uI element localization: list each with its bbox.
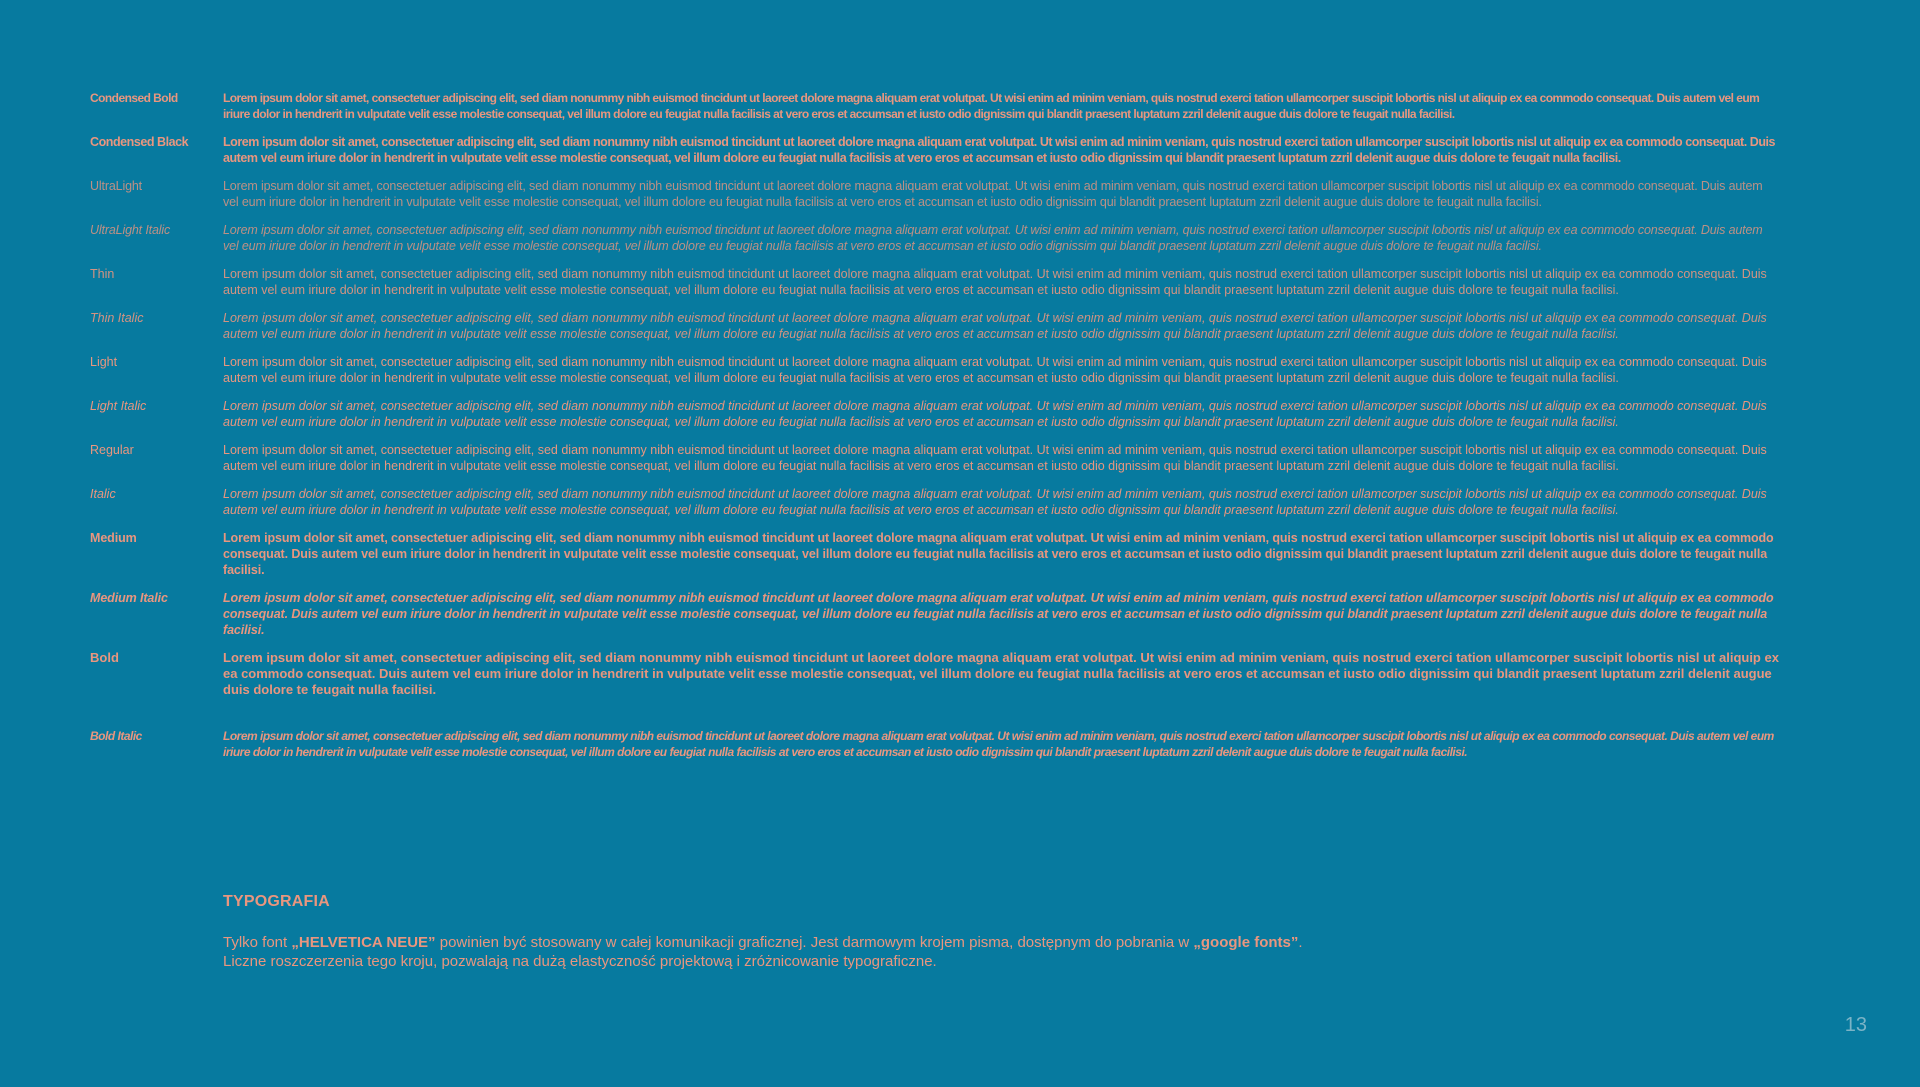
weight-row-condensed-bold — [90, 90, 1780, 122]
sample-text: Lorem ipsum dolor sit amet, consectetuer adipiscing elit, sed diam nonummy nibh euismod tincidunt ut laoreet dolore magna aliquam erat volutpat. Ut wisi enim ad minim veniam, quis nostrud exerci tation ullamcorper suscipit lobortis nisl ut aliquip ex ea commodo consequat. Duis autem vel eum iriure dolor in hendrerit in vulputate velit esse molestie consequat, vel illum dolore eu feugiat nulla facilisis at vero eros et accumsan et iusto odio dignissim qui blandit praesent luptatum zzril delenit augue duis dolore te feugait nulla facilisi. — [223, 355, 1767, 385]
description-line-2: Liczne roszczerzenia tego kroju, pozwalają na dużą elastyczność projektową i zróżnicowanie typograficzne. — [223, 953, 937, 970]
sample-text: Lorem ipsum dolor sit amet, consectetuer adipiscing elit, sed diam nonummy nibh euismod tincidunt ut laoreet dolore magna aliquam erat volutpat. Ut wisi enim ad minim veniam, quis nostrud exerci tation ullamcorper suscipit lobortis nisl ut aliquip ex ea commodo consequat. Duis autem vel eum iriure dolor in hendrerit in vulputate velit esse molestie consequat, vel illum dolore eu feugiat nulla facilisis at vero eros et accumsan et iusto odio dignissim qui blandit praesent luptatum zzril delenit augue duis dolore te feugait nulla facilisi. — [223, 179, 1763, 209]
section-heading: TYPOGRAFIA — [223, 893, 330, 910]
weight-label: Condensed Bold — [90, 91, 178, 105]
weight-row-light — [90, 354, 1780, 386]
weight-row-italic — [90, 486, 1780, 518]
weight-row-condensed-black — [90, 134, 1780, 166]
weight-label: Condensed Black — [90, 135, 189, 149]
font-name: „HELVETICA NEUE” — [291, 934, 436, 951]
sample-text: Lorem ipsum dolor sit amet, consectetuer adipiscing elit, sed diam nonummy nibh euismod tincidunt ut laoreet dolore magna aliquam erat volutpat. Ut wisi enim ad minim veniam, quis nostrud exerci tation ullamcorper suscipit lobortis nisl ut aliquip ex ea commodo consequat. Duis autem vel eum iriure dolor in hendrerit in vulputate velit esse molestie consequat, vel illum dolore eu feugiat nulla facilisis at vero eros et accumsan et iusto odio dignissim qui blandit praesent luptatum zzril delenit augue duis dolore te feugait nulla facilisi. — [223, 443, 1767, 473]
sample-text: Lorem ipsum dolor sit amet, consectetuer adipiscing elit, sed diam nonummy nibh euismod tincidunt ut laoreet dolore magna aliquam erat volutpat. Ut wisi enim ad minim veniam, quis nostrud exerci tation ullamcorper suscipit lobortis nisl ut aliquip ex ea commodo consequat. Duis autem vel eum iriure dolor in hendrerit in vulputate velit esse molestie consequat, vel illum dolore eu feugiat nulla facilisis at vero eros et accumsan et iusto odio dignissim qui blandit praesent luptatum zzril delenit augue duis dolore te feugait nulla facilisi. — [223, 223, 1763, 253]
sample-text: Lorem ipsum dolor sit amet, consectetuer adipiscing elit, sed diam nonummy nibh euismod tincidunt ut laoreet dolore magna aliquam erat volutpat. Ut wisi enim ad minim veniam, quis nostrud exerci tation ullamcorper suscipit lobortis nisl ut aliquip ex ea commodo consequat. Duis autem vel eum iriure dolor in hendrerit in vulputate velit esse molestie consequat, vel illum dolore eu feugiat nulla facilisis at vero eros et accumsan et iusto odio dignissim qui blandit praesent luptatum zzril delenit augue duis dolore te feugait nulla facilisi. — [223, 531, 1774, 577]
sample-text: Lorem ipsum dolor sit amet, consectetuer adipiscing elit, sed diam nonummy nibh euismod tincidunt ut laoreet dolore magna aliquam erat volutpat. Ut wisi enim ad minim veniam, quis nostrud exerci tation ullamcorper suscipit lobortis nisl ut aliquip ex ea commodo consequat. Duis autem vel eum iriure dolor in hendrerit in vulputate velit esse molestie consequat, vel illum dolore eu feugiat nulla facilisis at vero eros et accumsan et iusto odio dignissim qui blandit praesent luptatum zzril delenit augue duis dolore te feugait nulla facilisi. — [223, 591, 1774, 637]
weight-row-thin — [90, 266, 1780, 298]
weight-label: Thin — [90, 267, 115, 281]
description-prefix: Tylko font — [223, 934, 292, 951]
weight-row-ultralight-italic — [90, 222, 1780, 254]
description-middle: powinien być stosowany w całej komunikacji graficznej. Jest darmowym krojem pisma, dostępnym do pobrania w — [435, 934, 1194, 951]
weight-row-medium-italic — [90, 590, 1780, 638]
weight-label: Light — [90, 355, 118, 369]
weight-label: Medium Italic — [90, 591, 168, 605]
weight-row-regular — [90, 442, 1780, 474]
weight-label: UltraLight — [90, 179, 142, 193]
weight-row-bold — [90, 650, 1780, 698]
weight-label: Medium — [90, 531, 137, 545]
sample-text: Lorem ipsum dolor sit amet, consectetuer adipiscing elit, sed diam nonummy nibh euismod tincidunt ut laoreet dolore magna aliquam erat volutpat. Ut wisi enim ad minim veniam, quis nostrud exerci tation ullamcorper suscipit lobortis nisl ut aliquip ex ea commodo consequat. Duis autem vel eum iriure dolor in hendrerit in vulputate velit esse molestie consequat, vel illum dolore eu feugiat nulla facilisis at vero eros et accumsan et iusto odio dignissim qui blandit praesent luptatum zzril delenit augue duis dolore te feugait nulla facilisi. — [223, 135, 1776, 165]
weight-row-light-italic — [90, 398, 1780, 430]
font-source-name: „google fonts” — [1193, 934, 1299, 951]
weight-label: Italic — [90, 487, 116, 501]
typography-description — [223, 933, 1723, 971]
font-weight-specimen — [90, 90, 1780, 772]
weight-row-ultralight — [90, 178, 1780, 210]
weight-label: Bold Italic — [90, 729, 142, 743]
weight-label: Regular — [90, 443, 134, 457]
weight-label: UltraLight Italic — [90, 223, 171, 237]
weight-row-medium — [90, 530, 1780, 578]
description-suffix: . — [1298, 934, 1303, 951]
weight-row-bold-italic — [90, 728, 1780, 760]
sample-text: Lorem ipsum dolor sit amet, consectetuer adipiscing elit, sed diam nonummy nibh euismod tincidunt ut laoreet dolore magna aliquam erat volutpat. Ut wisi enim ad minim veniam, quis nostrud exerci tation ullamcorper suscipit lobortis nisl ut aliquip ex ea commodo consequat. Duis autem vel eum iriure dolor in hendrerit in vulputate velit esse molestie consequat, vel illum dolore eu feugiat nulla facilisis at vero eros et accumsan et iusto odio dignissim qui blandit praesent luptatum zzril delenit augue duis dolore te feugait nulla facilisi. — [223, 650, 1779, 697]
sample-text: Lorem ipsum dolor sit amet, consectetuer adipiscing elit, sed diam nonummy nibh euismod tincidunt ut laoreet dolore magna aliquam erat volutpat. Ut wisi enim ad minim veniam, quis nostrud exerci tation ullamcorper suscipit lobortis nisl ut aliquip ex ea commodo consequat. Duis autem vel eum iriure dolor in hendrerit in vulputate velit esse molestie consequat, vel illum dolore eu feugiat nulla facilisis at vero eros et accumsan et iusto odio dignissim qui blandit praesent luptatum zzril delenit augue duis dolore te feugait nulla facilisi. — [223, 91, 1760, 121]
typography-section — [223, 893, 1723, 971]
sample-text: Lorem ipsum dolor sit amet, consectetuer adipiscing elit, sed diam nonummy nibh euismod tincidunt ut laoreet dolore magna aliquam erat volutpat. Ut wisi enim ad minim veniam, quis nostrud exerci tation ullamcorper suscipit lobortis nisl ut aliquip ex ea commodo consequat. Duis autem vel eum iriure dolor in hendrerit in vulputate velit esse molestie consequat, vel illum dolore eu feugiat nulla facilisis at vero eros et accumsan et iusto odio dignissim qui blandit praesent luptatum zzril delenit augue duis dolore te feugait nulla facilisi. — [223, 729, 1774, 759]
page-number: 13 — [1844, 1014, 1867, 1036]
weight-label: Light Italic — [90, 399, 147, 413]
sample-text: Lorem ipsum dolor sit amet, consectetuer adipiscing elit, sed diam nonummy nibh euismod tincidunt ut laoreet dolore magna aliquam erat volutpat. Ut wisi enim ad minim veniam, quis nostrud exerci tation ullamcorper suscipit lobortis nisl ut aliquip ex ea commodo consequat. Duis autem vel eum iriure dolor in hendrerit in vulputate velit esse molestie consequat, vel illum dolore eu feugiat nulla facilisis at vero eros et accumsan et iusto odio dignissim qui blandit praesent luptatum zzril delenit augue duis dolore te feugait nulla facilisi. — [223, 311, 1767, 341]
weight-row-thin-italic — [90, 310, 1780, 342]
sample-text: Lorem ipsum dolor sit amet, consectetuer adipiscing elit, sed diam nonummy nibh euismod tincidunt ut laoreet dolore magna aliquam erat volutpat. Ut wisi enim ad minim veniam, quis nostrud exerci tation ullamcorper suscipit lobortis nisl ut aliquip ex ea commodo consequat. Duis autem vel eum iriure dolor in hendrerit in vulputate velit esse molestie consequat, vel illum dolore eu feugiat nulla facilisis at vero eros et accumsan et iusto odio dignissim qui blandit praesent luptatum zzril delenit augue duis dolore te feugait nulla facilisi. — [223, 267, 1767, 297]
weight-label: Thin Italic — [90, 311, 144, 325]
weight-label: Bold — [90, 650, 119, 665]
sample-text: Lorem ipsum dolor sit amet, consectetuer adipiscing elit, sed diam nonummy nibh euismod tincidunt ut laoreet dolore magna aliquam erat volutpat. Ut wisi enim ad minim veniam, quis nostrud exerci tation ullamcorper suscipit lobortis nisl ut aliquip ex ea commodo consequat. Duis autem vel eum iriure dolor in hendrerit in vulputate velit esse molestie consequat, vel illum dolore eu feugiat nulla facilisis at vero eros et accumsan et iusto odio dignissim qui blandit praesent luptatum zzril delenit augue duis dolore te feugait nulla facilisi. — [223, 399, 1767, 429]
sample-text: Lorem ipsum dolor sit amet, consectetuer adipiscing elit, sed diam nonummy nibh euismod tincidunt ut laoreet dolore magna aliquam erat volutpat. Ut wisi enim ad minim veniam, quis nostrud exerci tation ullamcorper suscipit lobortis nisl ut aliquip ex ea commodo consequat. Duis autem vel eum iriure dolor in hendrerit in vulputate velit esse molestie consequat, vel illum dolore eu feugiat nulla facilisis at vero eros et accumsan et iusto odio dignissim qui blandit praesent luptatum zzril delenit augue duis dolore te feugait nulla facilisi. — [223, 487, 1767, 517]
